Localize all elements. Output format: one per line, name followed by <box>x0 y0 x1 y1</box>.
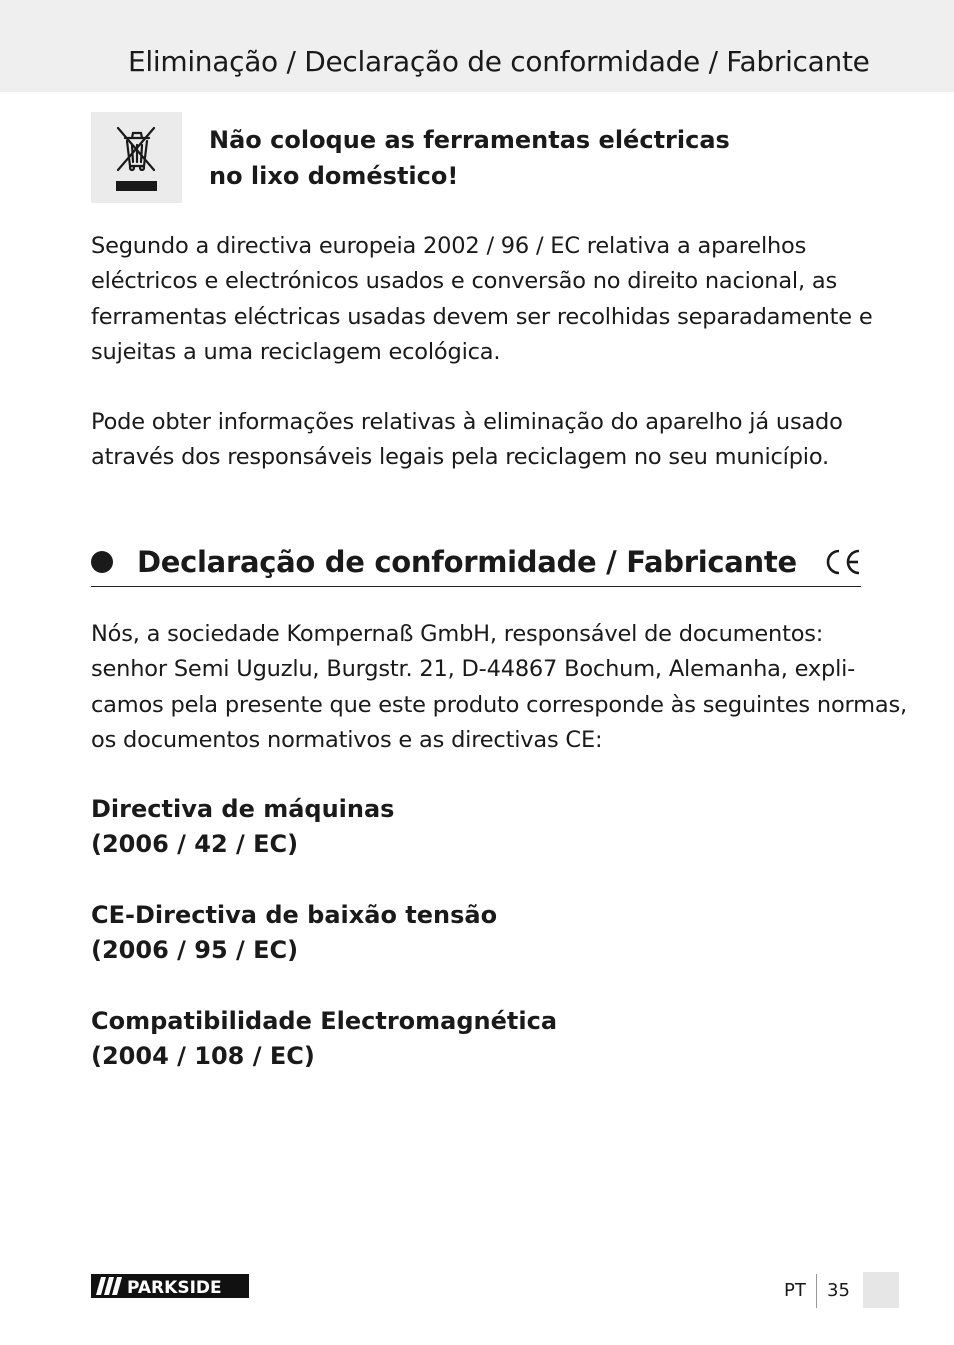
directive-name: CE-Directiva de baixão tensão <box>91 901 498 929</box>
disposal-directive-paragraph <box>91 229 871 371</box>
footer-divider <box>816 1274 817 1308</box>
directive-code: (2004 / 108 / EC) <box>91 1042 315 1071</box>
brand-name: PARKSIDE <box>127 1278 222 1298</box>
paragraph-line: senhor Semi Uguzlu, Burgstr. 21, D-44867 Bochum, Alemanha, expli- <box>91 656 856 683</box>
disposal-info-paragraph <box>91 405 871 476</box>
directive-low-voltage <box>91 898 791 969</box>
paragraph-line: através dos responsáveis legais pela reciclagem no seu município. <box>91 444 829 471</box>
bullet-icon <box>91 551 113 573</box>
ce-mark-icon <box>825 548 861 576</box>
paragraph-line: os documentos normativos e as directivas CE: <box>91 727 603 754</box>
directive-name: Compatibilidade Electromagnética <box>91 1007 558 1035</box>
declaration-intro-paragraph <box>91 617 907 759</box>
crossed-out-wheelie-bin-icon <box>91 112 182 203</box>
directive-emc <box>91 1004 791 1075</box>
warning-line: Não coloque as ferramentas eléctricas <box>209 126 730 154</box>
paragraph-line: camos pela presente que este produto corresponde às seguintes normas, <box>91 691 907 718</box>
language-code: PT <box>784 1280 806 1301</box>
paragraph-line: Nós, a sociedade Kompernaß GmbH, responsável de documentos: <box>91 621 824 647</box>
section-title: Declaração de conformidade / Fabricante <box>137 545 797 579</box>
paragraph-line: eléctricos e electrónicos usados e conversão no direito nacional, as <box>91 268 837 295</box>
page-tab <box>863 1272 899 1308</box>
directive-name: Directiva de máquinas <box>91 795 395 823</box>
paragraph-line: Segundo a directiva europeia 2002 / 96 / EC relativa a aparelhos <box>91 233 807 259</box>
page-number: 35 <box>827 1280 850 1301</box>
directive-machinery <box>91 792 791 863</box>
section-heading <box>91 540 861 587</box>
page-title: Eliminação / Declaração de conformidade / Fabricante <box>128 45 870 78</box>
disposal-warning <box>209 122 829 194</box>
directive-code: (2006 / 95 / EC) <box>91 936 299 965</box>
warning-line: no lixo doméstico! <box>209 162 459 190</box>
directive-code: (2006 / 42 / EC) <box>91 830 299 859</box>
paragraph-line: ferramentas eléctricas usadas devem ser recolhidas separadamente e <box>91 303 873 330</box>
parkside-logo <box>91 1274 249 1298</box>
paragraph-line: sujeitas a uma reciclagem ecológica. <box>91 339 501 366</box>
paragraph-line: Pode obter informações relativas à eliminação do aparelho já usado <box>91 409 843 435</box>
